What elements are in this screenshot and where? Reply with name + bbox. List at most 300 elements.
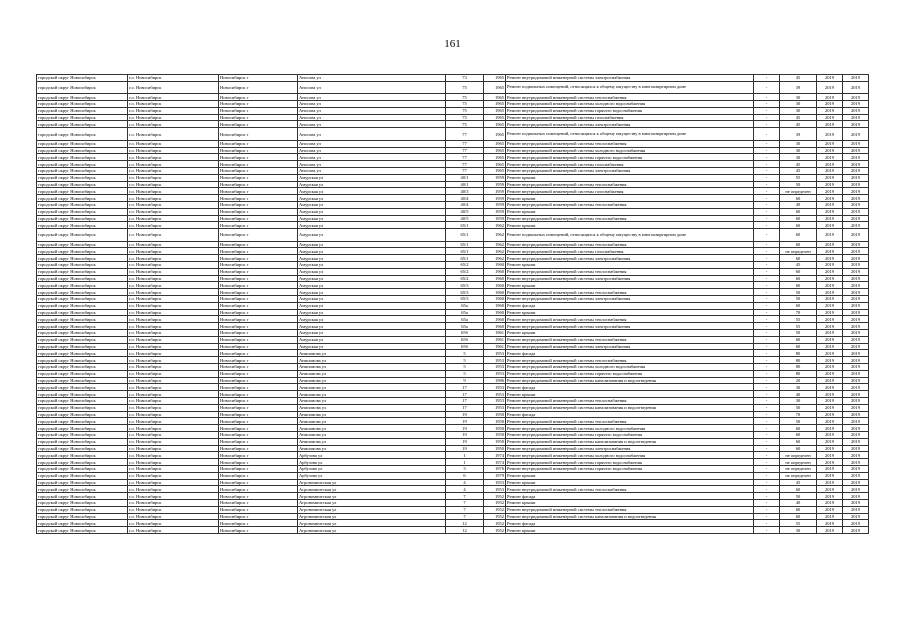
plan-year-end-cell: 2019 [843, 472, 869, 479]
street-cell: Амурская ул [298, 282, 446, 289]
build-year-cell: 1961 [484, 330, 506, 337]
district-cell: городской округ Новосибирск [37, 201, 128, 208]
city-cell: Новосибирск г [219, 302, 298, 309]
municipality-cell: г.о. Новосибирск [128, 370, 219, 377]
house-number-cell: 5 [446, 357, 484, 364]
city-cell: Новосибирск г [219, 81, 298, 94]
district-cell: городской округ Новосибирск [37, 296, 128, 303]
table-row [37, 128, 869, 141]
district-cell: городской округ Новосибирск [37, 81, 128, 94]
plan-year-end-cell: 2019 [843, 513, 869, 520]
build-year-cell: 1965 [484, 94, 506, 101]
work-type-cell: Ремонт крыши [506, 527, 754, 534]
municipality-cell: г.о. Новосибирск [128, 452, 219, 459]
district-cell: городской округ Новосибирск [37, 316, 128, 323]
municipality-cell: г.о. Новосибирск [128, 309, 219, 316]
plan-year-start-cell: 2019 [817, 357, 843, 364]
municipality-cell: г.о. Новосибирск [128, 114, 219, 121]
work-type-cell: Ремонт фасада [506, 302, 754, 309]
plan-year-end-cell: 2019 [843, 241, 869, 248]
municipality-cell: г.о. Новосибирск [128, 75, 219, 82]
table-row [37, 418, 869, 425]
street-cell: Аносова ул [298, 101, 446, 108]
table-row [37, 208, 869, 215]
plan-year-end-cell: 2019 [843, 94, 869, 101]
house-number-cell: 19 [446, 438, 484, 445]
plan-year-start-cell: 2019 [817, 75, 843, 82]
house-number-cell: 65а [446, 323, 484, 330]
table-row [37, 229, 869, 242]
work-type-cell: Ремонт подвальных помещений, относящихся к общему имуществу в многоквартирном доме [506, 81, 754, 94]
build-year-cell: 1962 [484, 255, 506, 262]
house-number-cell: 77 [446, 161, 484, 168]
plan-year-start-cell: 2019 [817, 248, 843, 255]
plan-year-end-cell: 2019 [843, 506, 869, 513]
house-number-cell: 3 [446, 465, 484, 472]
city-cell: Новосибирск г [219, 248, 298, 255]
value-cell: 60 [780, 195, 817, 202]
district-cell: городской округ Новосибирск [37, 452, 128, 459]
city-cell: Новосибирск г [219, 323, 298, 330]
street-cell: Аносова ул [298, 140, 446, 147]
house-number-cell: 4 [446, 479, 484, 486]
value-cell: 30 [780, 101, 817, 108]
build-year-cell: 1953 [484, 363, 506, 370]
municipality-cell: г.о. Новосибирск [128, 201, 219, 208]
build-year-cell: 1960 [484, 262, 506, 269]
work-type-cell: Ремонт внутридомовой инженерной системы горячего водоснабжения [506, 154, 754, 161]
plan-year-start-cell: 2019 [817, 411, 843, 418]
dash-cell: - [754, 114, 780, 121]
house-number-cell: 40/4 [446, 195, 484, 202]
value-cell: 45 [780, 121, 817, 128]
district-cell: городской округ Новосибирск [37, 323, 128, 330]
build-year-cell: 1962 [484, 229, 506, 242]
value-cell: 50 [780, 404, 817, 411]
dash-cell: - [754, 128, 780, 141]
street-cell: Амурская ул [298, 343, 446, 350]
value-cell: 80 [780, 350, 817, 357]
dash-cell: - [754, 296, 780, 303]
table-row [37, 336, 869, 343]
street-cell: Анисимова ул [298, 377, 446, 384]
municipality-cell: г.о. Новосибирск [128, 101, 219, 108]
city-cell: Новосибирск г [219, 296, 298, 303]
house-number-cell: 9 [446, 377, 484, 384]
plan-year-start-cell: 2019 [817, 81, 843, 94]
value-cell: не определен [780, 465, 817, 472]
city-cell: Новосибирск г [219, 330, 298, 337]
house-number-cell: 65а [446, 302, 484, 309]
plan-year-end-cell: 2019 [843, 167, 869, 174]
value-cell: 60 [780, 486, 817, 493]
plan-year-start-cell: 2019 [817, 195, 843, 202]
build-year-cell: 1953 [484, 486, 506, 493]
municipality-cell: г.о. Новосибирск [128, 121, 219, 128]
plan-year-start-cell: 2019 [817, 241, 843, 248]
plan-year-start-cell: 2019 [817, 418, 843, 425]
value-cell: 30 [780, 147, 817, 154]
dash-cell: - [754, 499, 780, 506]
street-cell: Амурская ул [298, 208, 446, 215]
dash-cell: - [754, 174, 780, 181]
work-type-cell: Ремонт внутридомовой инженерной системы газоснабжения [506, 161, 754, 168]
dash-cell: - [754, 431, 780, 438]
municipality-cell: г.о. Новосибирск [128, 241, 219, 248]
dash-cell: - [754, 397, 780, 404]
house-number-cell: 7 [446, 493, 484, 500]
municipality-cell: г.о. Новосибирск [128, 404, 219, 411]
value-cell: 60 [780, 241, 817, 248]
house-number-cell: 77 [446, 140, 484, 147]
plan-year-end-cell: 2019 [843, 101, 869, 108]
plan-year-end-cell: 2019 [843, 357, 869, 364]
municipality-cell: г.о. Новосибирск [128, 222, 219, 229]
table-row [37, 296, 869, 303]
city-cell: Новосибирск г [219, 377, 298, 384]
street-cell: Арбузова ул [298, 472, 446, 479]
value-cell: 30 [780, 94, 817, 101]
build-year-cell: 1959 [484, 174, 506, 181]
district-cell: городской округ Новосибирск [37, 241, 128, 248]
work-type-cell: Ремонт внутридомовой инженерной системы теплоснабжения [506, 316, 754, 323]
city-cell: Новосибирск г [219, 391, 298, 398]
street-cell: Аносова ул [298, 114, 446, 121]
house-number-cell: 75 [446, 114, 484, 121]
municipality-cell: г.о. Новосибирск [128, 330, 219, 337]
work-type-cell: Ремонт внутридомовой инженерной системы канализования и водоотведения [506, 438, 754, 445]
plan-year-end-cell: 2019 [843, 121, 869, 128]
house-number-cell: 75 [446, 101, 484, 108]
build-year-cell: 1960 [484, 282, 506, 289]
street-cell: Анисимова ул [298, 350, 446, 357]
house-number-cell: 6 [446, 472, 484, 479]
work-type-cell: Ремонт внутридомовой инженерной системы электроснабжения [506, 167, 754, 174]
dash-cell: - [754, 425, 780, 432]
table-row [37, 472, 869, 479]
district-cell: городской округ Новосибирск [37, 215, 128, 222]
plan-year-start-cell: 2019 [817, 262, 843, 269]
value-cell: 60 [780, 336, 817, 343]
value-cell: 70 [780, 411, 817, 418]
street-cell: Агрономическая ул [298, 479, 446, 486]
build-year-cell: 1959 [484, 215, 506, 222]
street-cell: Аносова ул [298, 94, 446, 101]
district-cell: городской округ Новосибирск [37, 208, 128, 215]
district-cell: городской округ Новосибирск [37, 370, 128, 377]
city-cell: Новосибирск г [219, 411, 298, 418]
house-number-cell: 65/2 [446, 275, 484, 282]
table-row [37, 513, 869, 520]
work-type-cell: Ремонт крыши [506, 391, 754, 398]
plan-year-start-cell: 2019 [817, 513, 843, 520]
street-cell: Амурская ул [298, 201, 446, 208]
table-row [37, 275, 869, 282]
municipality-cell: г.о. Новосибирск [128, 147, 219, 154]
table-row [37, 527, 869, 534]
plan-year-start-cell: 2019 [817, 391, 843, 398]
street-cell: Амурская ул [298, 195, 446, 202]
plan-year-start-cell: 2019 [817, 499, 843, 506]
value-cell: 80 [780, 357, 817, 364]
dash-cell: - [754, 438, 780, 445]
house-number-cell: 7 [446, 499, 484, 506]
table-row [37, 499, 869, 506]
work-type-cell: Ремонт крыши [506, 309, 754, 316]
plan-year-start-cell: 2019 [817, 370, 843, 377]
street-cell: Амурская ул [298, 296, 446, 303]
district-cell: городской округ Новосибирск [37, 363, 128, 370]
house-number-cell: 4 [446, 486, 484, 493]
table-row [37, 350, 869, 357]
dash-cell: - [754, 377, 780, 384]
value-cell: 45 [780, 75, 817, 82]
table-row [37, 486, 869, 493]
municipality-cell: г.о. Новосибирск [128, 275, 219, 282]
house-number-cell: 77 [446, 128, 484, 141]
city-cell: Новосибирск г [219, 357, 298, 364]
value-cell: 50 [780, 181, 817, 188]
value-cell: 30 [780, 107, 817, 114]
street-cell: Агрономическая ул [298, 513, 446, 520]
table-row [37, 147, 869, 154]
district-cell: городской округ Новосибирск [37, 128, 128, 141]
table-row [37, 384, 869, 391]
build-year-cell: 1965 [484, 154, 506, 161]
house-number-cell: 65б [446, 336, 484, 343]
district-cell: городской округ Новосибирск [37, 404, 128, 411]
plan-year-start-cell: 2019 [817, 316, 843, 323]
municipality-cell: г.о. Новосибирск [128, 397, 219, 404]
plan-year-start-cell: 2019 [817, 336, 843, 343]
district-cell: городской округ Новосибирск [37, 268, 128, 275]
build-year-cell: 1952 [484, 499, 506, 506]
build-year-cell: 1965 [484, 147, 506, 154]
dash-cell: - [754, 527, 780, 534]
table-row [37, 452, 869, 459]
work-type-cell: Ремонт фасада [506, 520, 754, 527]
house-number-cell: 65/1 [446, 248, 484, 255]
plan-year-start-cell: 2019 [817, 114, 843, 121]
plan-year-start-cell: 2019 [817, 208, 843, 215]
district-cell: городской округ Новосибирск [37, 472, 128, 479]
dash-cell: - [754, 363, 780, 370]
street-cell: Аносова ул [298, 167, 446, 174]
value-cell: не определен [780, 472, 817, 479]
build-year-cell: 1952 [484, 493, 506, 500]
work-type-cell: Ремонт подвальных помещений, относящихся к общему имуществу в многоквартирном доме [506, 128, 754, 141]
city-cell: Новосибирск г [219, 268, 298, 275]
value-cell: 70 [780, 309, 817, 316]
build-year-cell: 1965 [484, 107, 506, 114]
municipality-cell: г.о. Новосибирск [128, 527, 219, 534]
city-cell: Новосибирск г [219, 520, 298, 527]
plan-year-end-cell: 2019 [843, 255, 869, 262]
dash-cell: - [754, 357, 780, 364]
district-cell: городской округ Новосибирск [37, 154, 128, 161]
house-number-cell: 17 [446, 397, 484, 404]
street-cell: Амурская ул [298, 229, 446, 242]
work-type-cell: Ремонт внутридомовой инженерной системы теплоснабжения [506, 241, 754, 248]
value-cell: 55 [780, 520, 817, 527]
work-type-cell: Ремонт внутридомовой инженерной системы холодного водоснабжения [506, 452, 754, 459]
value-cell: 49 [780, 201, 817, 208]
table-row [37, 370, 869, 377]
municipality-cell: г.о. Новосибирск [128, 282, 219, 289]
dash-cell: - [754, 418, 780, 425]
build-year-cell: 1974 [484, 452, 506, 459]
plan-year-start-cell: 2019 [817, 330, 843, 337]
plan-year-end-cell: 2019 [843, 262, 869, 269]
city-cell: Новосибирск г [219, 452, 298, 459]
build-year-cell: 1960 [484, 289, 506, 296]
district-cell: городской округ Новосибирск [37, 174, 128, 181]
build-year-cell: 1965 [484, 121, 506, 128]
street-cell: Агрономическая ул [298, 520, 446, 527]
plan-year-start-cell: 2019 [817, 377, 843, 384]
build-year-cell: 1953 [484, 384, 506, 391]
city-cell: Новосибирск г [219, 479, 298, 486]
city-cell: Новосибирск г [219, 188, 298, 195]
build-year-cell: 1952 [484, 506, 506, 513]
value-cell: 40 [780, 391, 817, 398]
plan-year-end-cell: 2019 [843, 520, 869, 527]
district-cell: городской округ Новосибирск [37, 465, 128, 472]
plan-year-end-cell: 2019 [843, 296, 869, 303]
district-cell: городской округ Новосибирск [37, 384, 128, 391]
plan-year-start-cell: 2019 [817, 343, 843, 350]
district-cell: городской округ Новосибирск [37, 94, 128, 101]
value-cell: 30 [780, 154, 817, 161]
plan-year-start-cell: 2019 [817, 275, 843, 282]
build-year-cell: 1960 [484, 309, 506, 316]
plan-year-start-cell: 2019 [817, 472, 843, 479]
work-type-cell: Ремонт внутридомовой инженерной системы холодного водоснабжения [506, 425, 754, 432]
house-number-cell: 73 [446, 75, 484, 82]
city-cell: Новосибирск г [219, 513, 298, 520]
work-type-cell: Ремонт крыши [506, 282, 754, 289]
work-type-cell: Ремонт внутридомовой инженерной системы горячего водоснабжения [506, 431, 754, 438]
district-cell: городской округ Новосибирск [37, 425, 128, 432]
plan-year-end-cell: 2019 [843, 425, 869, 432]
municipality-cell: г.о. Новосибирск [128, 188, 219, 195]
district-cell: городской округ Новосибирск [37, 75, 128, 82]
build-year-cell: 1953 [484, 370, 506, 377]
dash-cell: - [754, 94, 780, 101]
work-type-cell: Ремонт внутридомовой инженерной системы канализования и водоотведения [506, 513, 754, 520]
house-number-cell: 19 [446, 418, 484, 425]
build-year-cell: 1961 [484, 343, 506, 350]
build-year-cell: 1959 [484, 195, 506, 202]
build-year-cell: 1960 [484, 323, 506, 330]
value-cell: 45 [780, 167, 817, 174]
dash-cell: - [754, 140, 780, 147]
table-row [37, 75, 869, 82]
dash-cell: - [754, 101, 780, 108]
municipality-cell: г.о. Новосибирск [128, 377, 219, 384]
value-cell: не определен [780, 452, 817, 459]
city-cell: Новосибирск г [219, 343, 298, 350]
street-cell: Аносова ул [298, 147, 446, 154]
district-cell: городской округ Новосибирск [37, 289, 128, 296]
house-number-cell: 5 [446, 370, 484, 377]
street-cell: Амурская ул [298, 181, 446, 188]
city-cell: Новосибирск г [219, 215, 298, 222]
plan-year-end-cell: 2019 [843, 418, 869, 425]
city-cell: Новосибирск г [219, 289, 298, 296]
build-year-cell: 1960 [484, 296, 506, 303]
table-row [37, 411, 869, 418]
plan-year-end-cell: 2019 [843, 75, 869, 82]
plan-year-end-cell: 2019 [843, 452, 869, 459]
street-cell: Анисимова ул [298, 425, 446, 432]
dash-cell: - [754, 479, 780, 486]
plan-year-start-cell: 2019 [817, 459, 843, 466]
plan-year-end-cell: 2019 [843, 330, 869, 337]
build-year-cell: 1965 [484, 161, 506, 168]
value-cell: не определен [780, 459, 817, 466]
work-type-cell: Ремонт крыши [506, 499, 754, 506]
dash-cell: - [754, 520, 780, 527]
value-cell: 55 [780, 174, 817, 181]
plan-year-end-cell: 2019 [843, 445, 869, 452]
table-row [37, 188, 869, 195]
house-number-cell: 12 [446, 527, 484, 534]
municipality-cell: г.о. Новосибирск [128, 268, 219, 275]
district-cell: городской округ Новосибирск [37, 275, 128, 282]
plan-year-start-cell: 2019 [817, 107, 843, 114]
district-cell: городской округ Новосибирск [37, 411, 128, 418]
house-number-cell: 65/1 [446, 241, 484, 248]
work-type-cell: Ремонт внутридомовой инженерной системы электроснабжения [506, 323, 754, 330]
street-cell: Анисимова ул [298, 418, 446, 425]
build-year-cell: 1953 [484, 391, 506, 398]
build-year-cell: 1950 [484, 431, 506, 438]
plan-year-end-cell: 2019 [843, 479, 869, 486]
dash-cell: - [754, 486, 780, 493]
city-cell: Новосибирск г [219, 140, 298, 147]
plan-year-start-cell: 2019 [817, 323, 843, 330]
district-cell: городской округ Новосибирск [37, 229, 128, 242]
work-type-cell: Ремонт внутридомовой инженерной системы электроснабжения [506, 121, 754, 128]
build-year-cell: 1950 [484, 445, 506, 452]
plan-year-start-cell: 2019 [817, 215, 843, 222]
plan-year-end-cell: 2019 [843, 302, 869, 309]
table-row [37, 121, 869, 128]
municipality-cell: г.о. Новосибирск [128, 499, 219, 506]
municipality-cell: г.о. Новосибирск [128, 195, 219, 202]
page-number: 161 [444, 38, 461, 50]
house-number-cell: 17 [446, 384, 484, 391]
dash-cell: - [754, 343, 780, 350]
street-cell: Амурская ул [298, 316, 446, 323]
city-cell: Новосибирск г [219, 397, 298, 404]
build-year-cell: 1960 [484, 302, 506, 309]
value-cell: 60 [780, 302, 817, 309]
work-type-cell: Ремонт крыши [506, 222, 754, 229]
street-cell: Амурская ул [298, 330, 446, 337]
table-row [37, 107, 869, 114]
street-cell: Анисимова ул [298, 397, 446, 404]
street-cell: Амурская ул [298, 275, 446, 282]
work-type-cell: Ремонт внутридомовой инженерной системы теплоснабжения [506, 357, 754, 364]
work-type-cell: Ремонт фасада [506, 411, 754, 418]
table-row [37, 520, 869, 527]
city-cell: Новосибирск г [219, 75, 298, 82]
work-type-cell: Ремонт внутридомовой инженерной системы теплоснабжения [506, 181, 754, 188]
street-cell: Агрономическая ул [298, 506, 446, 513]
street-cell: Арбузова ул [298, 465, 446, 472]
